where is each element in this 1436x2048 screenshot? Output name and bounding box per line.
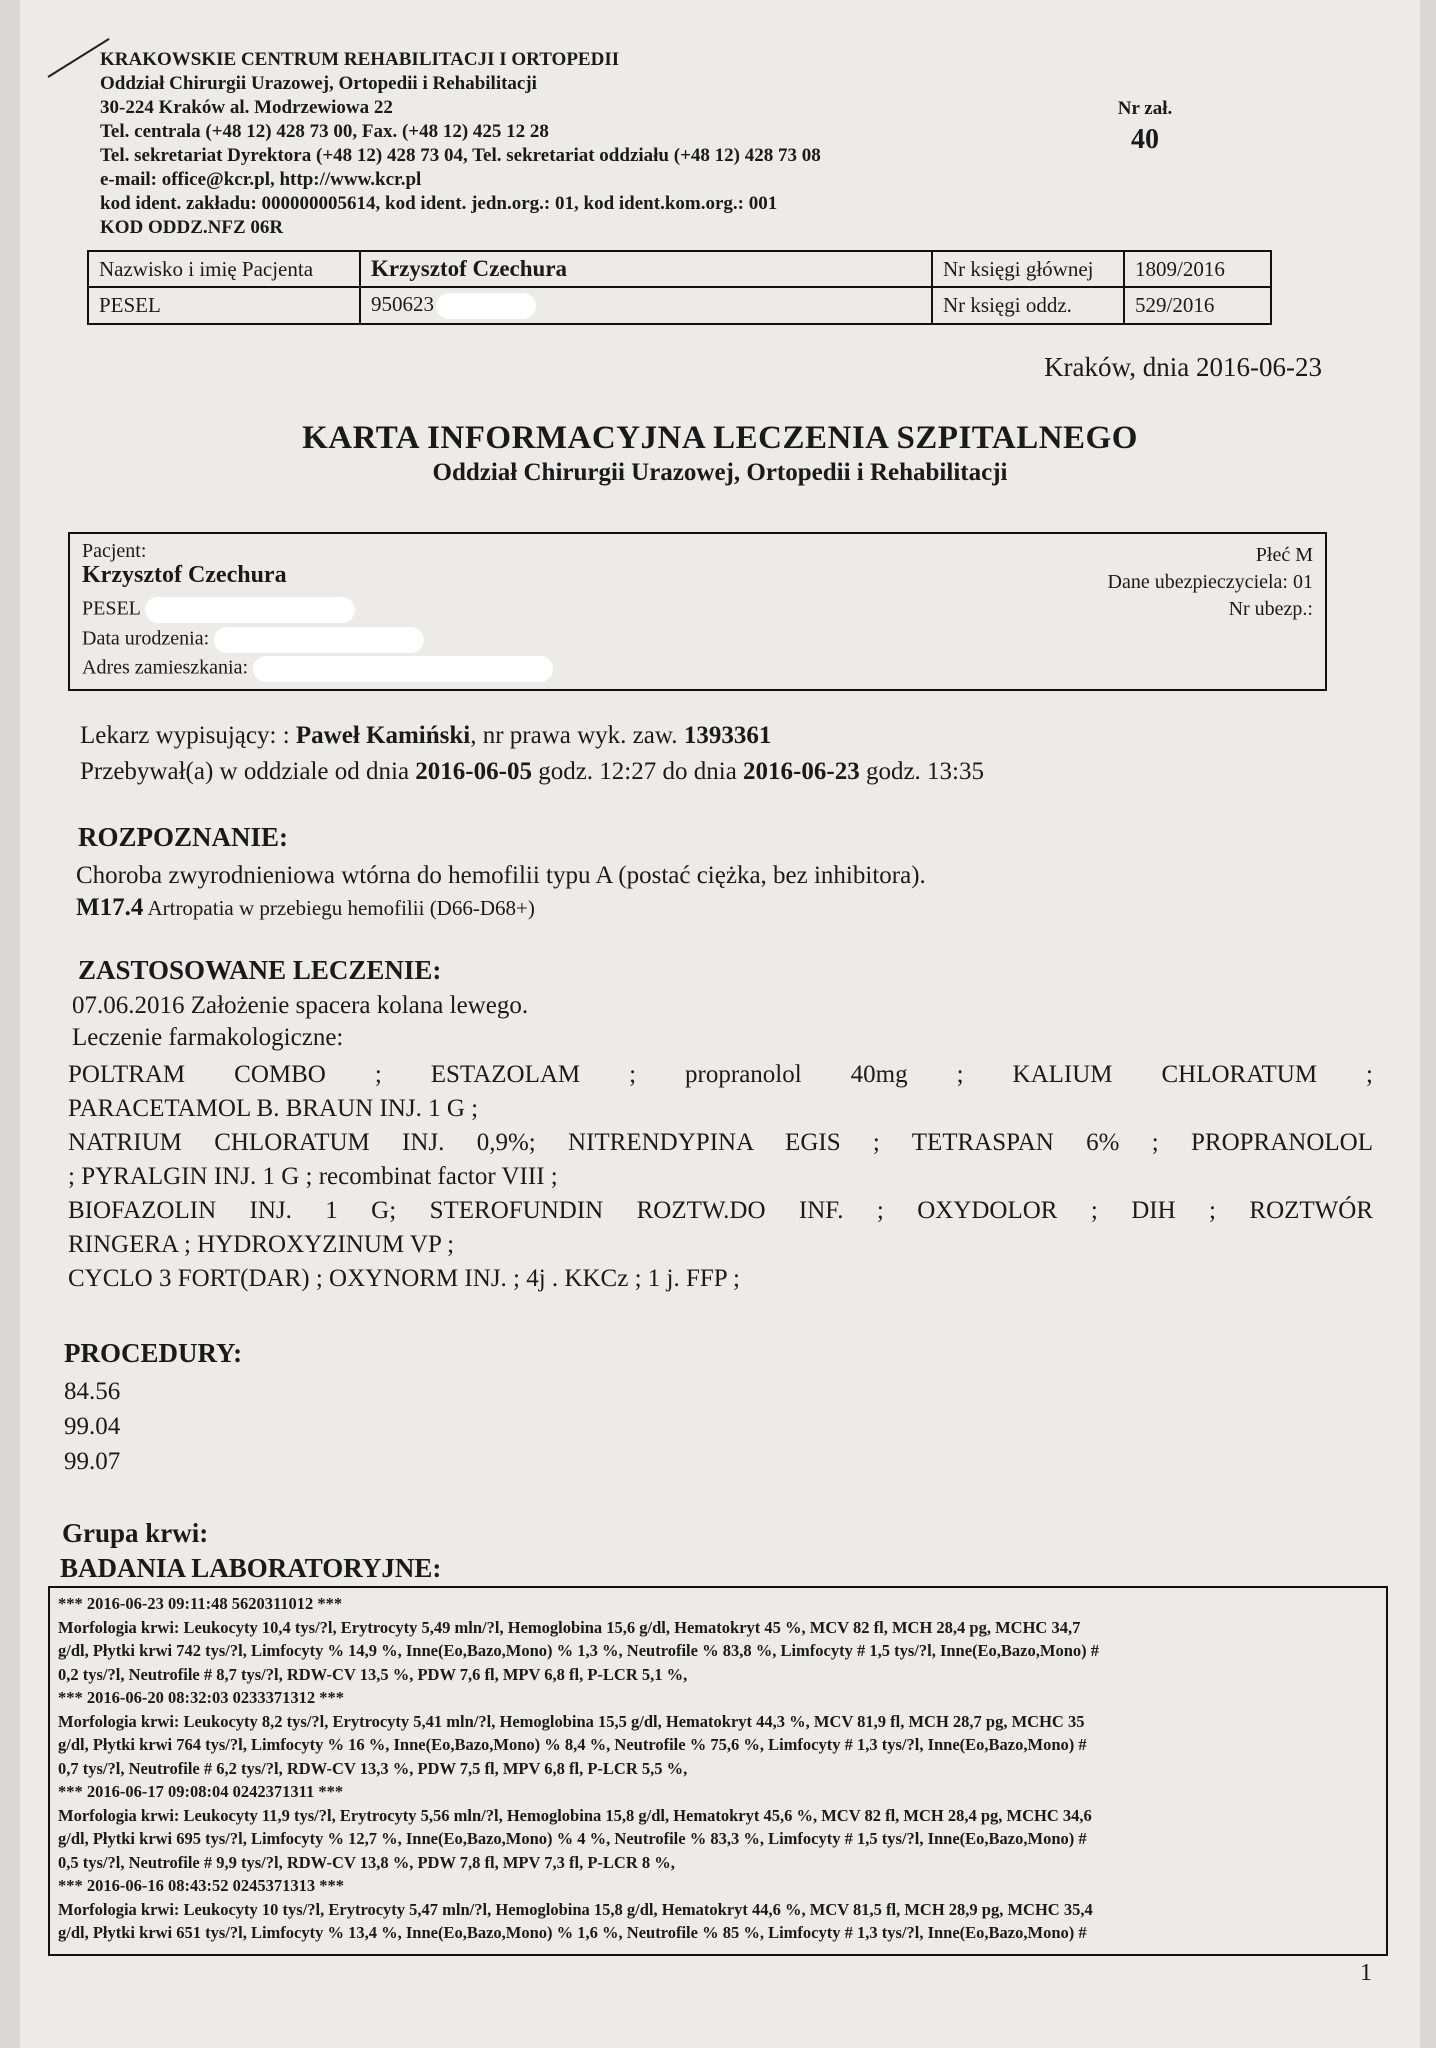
med-line: RINGERA ; HYDROXYZINUM VP ;: [68, 1231, 455, 1258]
sex: Płeć M: [1255, 544, 1313, 566]
dob-label: Data urodzenia:: [82, 627, 210, 650]
medications-list: [68, 1058, 1373, 1296]
procedures-heading: PROCEDURY:: [64, 1338, 243, 1368]
main-book-value: 1809/2016: [1124, 251, 1271, 287]
redaction: [436, 293, 536, 319]
address: 30-224 Kraków al. Modrzewiowa 22: [100, 97, 393, 118]
lab-line: *** 2016-06-17 09:08:04 0242371311 ***: [58, 1782, 344, 1801]
main-book-label: Nr księgi głównej: [932, 251, 1124, 287]
redaction: [145, 597, 355, 623]
med-line: CYCLO 3 FORT(DAR) ; OXYNORM INJ. ; 4j . KKCz ; 1 j. FFP ;: [68, 1265, 740, 1292]
lab-line: 0,2 tys/?l, Neutrofile # 8,7 tys/?l, RDW-CV 13,5 %, PDW 7,6 fl, MPV 6,8 fl, P-LCR 5,1 %,: [58, 1664, 688, 1684]
treatment-heading: ZASTOSOWANE LECZENIE:: [78, 955, 442, 985]
diagnosis-text: Choroba zwyrodnieniowa wtórna do hemofilii typu A (postać ciężka, bez inhibitora).: [76, 862, 926, 889]
lab-line: Morfologia krwi: Leukocyty 10 tys/?l, Erytrocyty 5,47 mln/?l, Hemoglobina 15,8 g/dl, Hematokryt 44,6 %, MCV 81,5 fl, MCH 28,9 pg, MCHC 35,4: [58, 1899, 1093, 1919]
ident-codes: kod ident. zakładu: 000000005614, kod ident. jedn.org.: 01, kod ident.kom.org.: 001: [100, 193, 778, 214]
med-line: BIOFAZOLIN INJ. 1 G; STEROFUNDIN ROZTW.DO INF. ; OXYDOLOR ; DIH ; ROZTWÓR: [68, 1197, 1373, 1224]
lab-results-box: [48, 1586, 1388, 1956]
license-number: 1393361: [683, 722, 772, 749]
pesel-label: PESEL: [88, 287, 360, 324]
institution-header: [100, 48, 821, 240]
pesel-value: 950623: [371, 292, 434, 316]
lab-line: Morfologia krwi: Leukocyty 10,4 tys/?l, Erytrocyty 5,49 mln/?l, Hemoglobina 15,6 g/dl, Hematokryt 45 %, MCV 82 fl, MCH 28,4 pg, MCHC 34,7: [58, 1617, 1081, 1637]
patient-box: [68, 532, 1327, 691]
procedure-code: 84.56: [64, 1378, 121, 1405]
place-date: Kraków, dnia 2016-06-23: [1044, 352, 1322, 382]
lab-line: g/dl, Płytki krwi 742 tys/?l, Limfocyty % 14,9 %, Inne(Eo,Bazo,Mono) % 1,3 %, Neutrofile % 83,8 %, Limfocyty # 1,5 tys/?l, Inne(Eo,Bazo,Mono) #: [58, 1641, 1099, 1660]
lab-line: *** 2016-06-23 09:11:48 5620311012 ***: [58, 1594, 343, 1613]
doctor-line: [80, 720, 771, 752]
diagnosis-code-line: [76, 892, 535, 924]
lab-line: Morfologia krwi: Leukocyty 11,9 tys/?l, Erytrocyty 5,56 mln/?l, Hemoglobina 15,8 g/dl, Hematokryt 45,6 %, MCV 82 fl, MCH 28,4 pg, MCHC 34,6: [58, 1805, 1092, 1825]
attachment-number: [1105, 98, 1185, 156]
department-name: Oddział Chirurgii Urazowej, Ortopedii i Rehabilitacji: [100, 73, 537, 94]
dept-book-value: 529/2016: [1124, 287, 1271, 324]
med-line: ; PYRALGIN INJ. 1 G ; recombinat factor VIII ;: [68, 1163, 558, 1190]
address-row: [82, 656, 553, 682]
document-page: [20, 0, 1420, 2048]
dept-book-label: Nr księgi oddz.: [932, 287, 1124, 324]
treatment-line-1: 07.06.2016 Założenie spacera kolana lewego.: [72, 992, 529, 1019]
redaction: [253, 656, 553, 682]
lab-line: g/dl, Płytki krwi 695 tys/?l, Limfocyty % 12,7 %, Inne(Eo,Bazo,Mono) % 4 %, Neutrofile % 83,3 %, Limfocyty # 1,5 tys/?l, Inne(Eo,Bazo,Mono) #: [58, 1829, 1087, 1848]
address-label: Adres zamieszkania:: [82, 656, 249, 679]
email-www: e-mail: office@kcr.pl, http://www.kcr.pl: [100, 169, 422, 190]
diagnosis-heading: ROZPOZNANIE:: [78, 822, 289, 852]
lab-heading: BADANIA LABORATORYJNE:: [60, 1553, 442, 1583]
name-label: Nazwisko i imię Pacjenta: [88, 251, 360, 287]
icd-description: Artropatia w przebiegu hemofilii (D66-D68+): [143, 896, 535, 920]
nr-zal-label: Nr zał.: [1117, 98, 1173, 119]
patient-name: Krzysztof Czechura: [82, 562, 287, 588]
med-line: POLTRAM COMBO ; ESTAZOLAM ; propranolol 40mg ; KALIUM CHLORATUM ;: [68, 1061, 1373, 1088]
document-title: KARTA INFORMACYJNA LECZENIA SZPITALNEGO: [302, 420, 1138, 456]
stay-to-time: godz. 13:35: [859, 758, 984, 785]
stay-from-date: 2016-06-05: [415, 758, 532, 785]
procedure-code: 99.04: [64, 1413, 121, 1440]
pesel-row: [82, 597, 355, 623]
phones-secretariat: Tel. sekretariat Dyrektora (+48 12) 428 73 04, Tel. sekretariat oddziału (+48 12) 428 73 08: [100, 145, 821, 166]
redaction: [214, 627, 424, 653]
nr-zal-value: 40: [1131, 124, 1159, 155]
procedure-code: 99.07: [64, 1448, 121, 1475]
institution-name: KRAKOWSKIE CENTRUM REHABILITACJI I ORTOPEDII: [100, 49, 620, 70]
stay-line: [80, 756, 984, 788]
stay-prefix: Przebywał(a) w oddziale od dnia: [80, 758, 416, 785]
nfz-code: KOD ODDZ.NFZ 06R: [100, 217, 284, 238]
icd-code: M17.4: [76, 894, 144, 921]
pacjent-label: Pacjent:: [82, 540, 147, 562]
patient-id-table: [87, 250, 1272, 325]
stay-to-date: 2016-06-23: [743, 758, 860, 785]
name-value: Krzysztof Czechura: [360, 251, 932, 287]
dob-row: [82, 627, 424, 653]
lab-line: *** 2016-06-16 08:43:52 0245371313 ***: [58, 1876, 344, 1895]
phones: Tel. centrala (+48 12) 428 73 00, Fax. (+48 12) 425 12 28: [100, 121, 549, 142]
insurance-number: Nr ubezp.:: [1228, 598, 1313, 620]
lab-line: 0,5 tys/?l, Neutrofile # 9,9 tys/?l, RDW-CV 13,8 %, PDW 7,8 fl, MPV 7,3 fl, P-LCR 8 %,: [58, 1852, 675, 1872]
procedures-list: [64, 1374, 120, 1479]
lab-line: g/dl, Płytki krwi 651 tys/?l, Limfocyty % 13,4 %, Inne(Eo,Bazo,Mono) % 1,6 %, Neutrofile % 85 %, Limfocyty # 1,3 tys/?l, Inne(Eo,Bazo,Mono) #: [58, 1923, 1087, 1942]
document-subtitle: Oddział Chirurgii Urazowej, Ortopedii i Rehabilitacji: [432, 459, 1008, 486]
insurer: Dane ubezpieczyciela: 01: [1107, 571, 1313, 593]
lab-line: g/dl, Płytki krwi 764 tys/?l, Limfocyty % 16 %, Inne(Eo,Bazo,Mono) % 8,4 %, Neutrofile % 75,6 %, Limfocyty # 1,3 tys/?l, Inne(Eo,Bazo,Mono) #: [58, 1735, 1087, 1754]
med-line: PARACETAMOL B. BRAUN INJ. 1 G ;: [68, 1095, 479, 1122]
page-number: 1: [1360, 1960, 1372, 1986]
med-line: NATRIUM CHLORATUM INJ. 0,9%; NITRENDYPINA EGIS ; TETRASPAN 6% ; PROPRANOLOL: [68, 1129, 1373, 1156]
lab-line: *** 2016-06-20 08:32:03 0233371312 ***: [58, 1688, 344, 1707]
blood-group-label: Grupa krwi:: [62, 1518, 209, 1548]
lab-line: Morfologia krwi: Leukocyty 8,2 tys/?l, Erytrocyty 5,41 mln/?l, Hemoglobina 15,5 g/dl, Hematokryt 44,3 %, MCV 81,9 fl, MCH 28,7 pg, MCHC 35: [58, 1711, 1085, 1731]
license-prefix: , nr prawa wyk. zaw.: [470, 722, 684, 749]
lab-line: 0,7 tys/?l, Neutrofile # 6,2 tys/?l, RDW-CV 13,3 %, PDW 7,5 fl, MPV 6,8 fl, P-LCR 5,5 %,: [58, 1758, 688, 1778]
stay-from-time: godz. 12:27 do dnia: [531, 758, 744, 785]
treatment-line-2: Leczenie farmakologiczne:: [72, 1024, 344, 1051]
pesel-cell: [360, 287, 932, 324]
pesel-label-2: PESEL: [82, 597, 141, 620]
doctor-prefix: Lekarz wypisujący: :: [80, 722, 296, 749]
doctor-name: Paweł Kamiński: [295, 722, 471, 749]
